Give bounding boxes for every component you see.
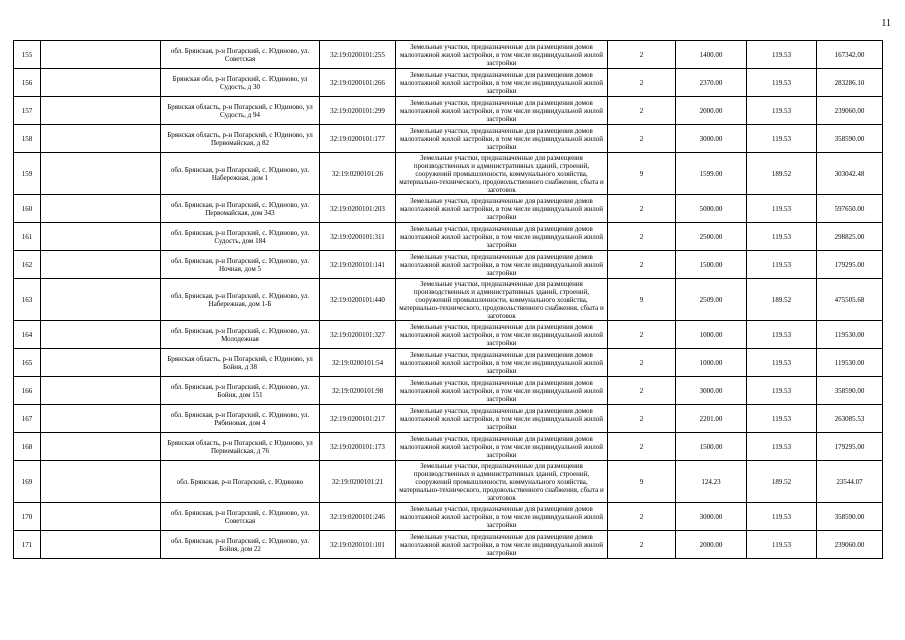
- land-plots-table: [13, 40, 883, 559]
- land-use-cell: Земельные участки, предназначенные для размещения домов малоэтажной жилой застройки, в том числе индивидуальной жилой застройки: [396, 97, 608, 125]
- specific-value-cell: 119.53: [747, 531, 817, 559]
- area-cell: 3000.00: [676, 377, 747, 405]
- use-code-cell: 2: [608, 41, 676, 69]
- empty-cell: [41, 41, 161, 69]
- use-code-cell: 2: [608, 125, 676, 153]
- address-cell: обл. Брянская, р-н Погарский, с. Юдиново, ул. Рябиновая, дом 4: [161, 405, 320, 433]
- cadastral-number-cell: 32:19:0200101:26: [320, 153, 396, 195]
- land-use-cell: Земельные участки, предназначенные для размещения домов малоэтажной жилой застройки, в том числе индивидуальной жилой застройки: [396, 223, 608, 251]
- specific-value-cell: 119.53: [747, 97, 817, 125]
- address-cell: обл. Брянская, р-н Погарский, с. Юдиново, ул. Набережная, дом 1: [161, 153, 320, 195]
- cadastral-number-cell: 32:19:0200101:299: [320, 97, 396, 125]
- cadastral-value-cell: 119530.00: [817, 321, 883, 349]
- area-cell: 3000.00: [676, 503, 747, 531]
- table-row: [14, 97, 883, 125]
- table-row: [14, 405, 883, 433]
- cadastral-number-cell: 32:19:0200101:217: [320, 405, 396, 433]
- address-cell: Брянская область, р-н Погарский, с Юдиново, ул Судость, д 94: [161, 97, 320, 125]
- specific-value-cell: 119.53: [747, 41, 817, 69]
- row-number: 162: [14, 251, 41, 279]
- land-use-cell: Земельные участки, предназначенные для размещения производственных и административных зданий, строений, сооружений промышленности, коммунального хозяйства, материально-технического, продовольственного снабжения, сбыта и заготовок: [396, 279, 608, 321]
- empty-cell: [41, 531, 161, 559]
- specific-value-cell: 119.53: [747, 349, 817, 377]
- area-cell: 1000.00: [676, 321, 747, 349]
- area-cell: 3000.00: [676, 125, 747, 153]
- cadastral-value-cell: 263085.53: [817, 405, 883, 433]
- cadastral-value-cell: 358590.00: [817, 503, 883, 531]
- use-code-cell: 2: [608, 503, 676, 531]
- cadastral-number-cell: 32:19:0200101:98: [320, 377, 396, 405]
- address-cell: обл. Брянская, р-н Погарский, с. Юдиново, ул. Ночная, дом 5: [161, 251, 320, 279]
- specific-value-cell: 189.52: [747, 279, 817, 321]
- land-use-cell: Земельные участки, предназначенные для размещения производственных и административных зданий, строений, сооружений промышленности, коммунального хозяйства, материально-технического, продовольственного снабжения, сбыта и заготовок: [396, 461, 608, 503]
- empty-cell: [41, 405, 161, 433]
- specific-value-cell: 189.52: [747, 461, 817, 503]
- row-number: 167: [14, 405, 41, 433]
- empty-cell: [41, 349, 161, 377]
- address-cell: обл. Брянская, р-н Погарский, с. Юдиново, ул. Советская: [161, 41, 320, 69]
- table-row: [14, 349, 883, 377]
- use-code-cell: 9: [608, 153, 676, 195]
- land-use-cell: Земельные участки, предназначенные для размещения домов малоэтажной жилой застройки, в том числе индивидуальной жилой застройки: [396, 377, 608, 405]
- address-cell: Брянская область, р-н Погарский, с Юдиново, ул Первомайская, д 76: [161, 433, 320, 461]
- row-number: 168: [14, 433, 41, 461]
- row-number: 169: [14, 461, 41, 503]
- use-code-cell: 2: [608, 97, 676, 125]
- table-row: [14, 153, 883, 195]
- empty-cell: [41, 503, 161, 531]
- table-row: [14, 433, 883, 461]
- row-number: 163: [14, 279, 41, 321]
- row-number: 157: [14, 97, 41, 125]
- specific-value-cell: 119.53: [747, 433, 817, 461]
- land-use-cell: Земельные участки, предназначенные для размещения домов малоэтажной жилой застройки, в том числе индивидуальной жилой застройки: [396, 41, 608, 69]
- empty-cell: [41, 251, 161, 279]
- use-code-cell: 2: [608, 321, 676, 349]
- land-use-cell: Земельные участки, предназначенные для размещения домов малоэтажной жилой застройки, в том числе индивидуальной жилой застройки: [396, 251, 608, 279]
- use-code-cell: 9: [608, 461, 676, 503]
- use-code-cell: 2: [608, 405, 676, 433]
- land-use-cell: Земельные участки, предназначенные для размещения домов малоэтажной жилой застройки, в том числе индивидуальной жилой застройки: [396, 349, 608, 377]
- empty-cell: [41, 153, 161, 195]
- address-cell: обл. Брянская, р-н Погарский, с. Юдиново: [161, 461, 320, 503]
- table-row: [14, 321, 883, 349]
- area-cell: 2201.00: [676, 405, 747, 433]
- row-number: 164: [14, 321, 41, 349]
- page-number: 11: [881, 18, 891, 29]
- row-number: 155: [14, 41, 41, 69]
- row-number: 160: [14, 195, 41, 223]
- cadastral-value-cell: 179295.00: [817, 433, 883, 461]
- empty-cell: [41, 321, 161, 349]
- empty-cell: [41, 461, 161, 503]
- empty-cell: [41, 223, 161, 251]
- use-code-cell: 2: [608, 223, 676, 251]
- address-cell: Брянская область, р-н Погарский, с Юдиново, ул Первомайская, д 82: [161, 125, 320, 153]
- use-code-cell: 2: [608, 69, 676, 97]
- table-row: [14, 461, 883, 503]
- address-cell: обл. Брянская, р-н Погарский, с. Юдиново, ул. Молодежная: [161, 321, 320, 349]
- use-code-cell: 2: [608, 377, 676, 405]
- specific-value-cell: 119.53: [747, 69, 817, 97]
- area-cell: 2000.00: [676, 531, 747, 559]
- table-row: [14, 377, 883, 405]
- cadastral-number-cell: 32:19:0200101:246: [320, 503, 396, 531]
- area-cell: 1500.00: [676, 251, 747, 279]
- row-number: 170: [14, 503, 41, 531]
- area-cell: 2000.00: [676, 97, 747, 125]
- specific-value-cell: 119.53: [747, 405, 817, 433]
- cadastral-number-cell: 32:19:0200101:327: [320, 321, 396, 349]
- use-code-cell: 2: [608, 349, 676, 377]
- cadastral-value-cell: 239060.00: [817, 531, 883, 559]
- empty-cell: [41, 69, 161, 97]
- cadastral-value-cell: 298825.00: [817, 223, 883, 251]
- address-cell: обл. Брянская, р-н Погарский, с. Юдиново, ул. Судость, дом 184: [161, 223, 320, 251]
- cadastral-value-cell: 283286.10: [817, 69, 883, 97]
- row-number: 159: [14, 153, 41, 195]
- use-code-cell: 9: [608, 279, 676, 321]
- table-row: [14, 195, 883, 223]
- land-use-cell: Земельные участки, предназначенные для размещения домов малоэтажной жилой застройки, в том числе индивидуальной жилой застройки: [396, 125, 608, 153]
- specific-value-cell: 119.53: [747, 503, 817, 531]
- cadastral-number-cell: 32:19:0200101:311: [320, 223, 396, 251]
- empty-cell: [41, 97, 161, 125]
- area-cell: 1500.00: [676, 433, 747, 461]
- row-number: 171: [14, 531, 41, 559]
- area-cell: 1400.00: [676, 41, 747, 69]
- specific-value-cell: 119.53: [747, 321, 817, 349]
- cadastral-value-cell: 303042.48: [817, 153, 883, 195]
- cadastral-value-cell: 119530.00: [817, 349, 883, 377]
- cadastral-value-cell: 179295.00: [817, 251, 883, 279]
- table-body: [14, 41, 883, 559]
- table-row: [14, 531, 883, 559]
- area-cell: 2500.00: [676, 223, 747, 251]
- empty-cell: [41, 279, 161, 321]
- cadastral-value-cell: 597650.00: [817, 195, 883, 223]
- address-cell: обл. Брянская, р-н Погарский, с. Юдиново, ул. Первомайская, дом 343: [161, 195, 320, 223]
- land-use-cell: Земельные участки, предназначенные для размещения домов малоэтажной жилой застройки, в том числе индивидуальной жилой застройки: [396, 503, 608, 531]
- specific-value-cell: 119.53: [747, 125, 817, 153]
- address-cell: Брянская обл, р-н Погарский, с. Юдиново, ул Судость, д 30: [161, 69, 320, 97]
- cadastral-number-cell: 32:19:0200101:177: [320, 125, 396, 153]
- cadastral-number-cell: 32:19:0200101:54: [320, 349, 396, 377]
- row-number: 158: [14, 125, 41, 153]
- land-use-cell: Земельные участки, предназначенные для размещения домов малоэтажной жилой застройки, в том числе индивидуальной жилой застройки: [396, 405, 608, 433]
- specific-value-cell: 119.53: [747, 195, 817, 223]
- table-row: [14, 279, 883, 321]
- address-cell: обл. Брянская, р-н Погарский, с. Юдиново, ул. Бойня, дом 22: [161, 531, 320, 559]
- row-number: 166: [14, 377, 41, 405]
- table-row: [14, 125, 883, 153]
- use-code-cell: 2: [608, 433, 676, 461]
- land-use-cell: Земельные участки, предназначенные для размещения производственных и административных зданий, строений, сооружений промышленности, коммунального хозяйства, материально-технического, продовольственного снабжения, сбыта и заготовок: [396, 153, 608, 195]
- specific-value-cell: 119.53: [747, 251, 817, 279]
- land-use-cell: Земельные участки, предназначенные для размещения домов малоэтажной жилой застройки, в том числе индивидуальной жилой застройки: [396, 321, 608, 349]
- area-cell: 5000.00: [676, 195, 747, 223]
- land-use-cell: Земельные участки, предназначенные для размещения домов малоэтажной жилой застройки, в том числе индивидуальной жилой застройки: [396, 433, 608, 461]
- empty-cell: [41, 377, 161, 405]
- cadastral-number-cell: 32:19:0200101:173: [320, 433, 396, 461]
- empty-cell: [41, 195, 161, 223]
- use-code-cell: 2: [608, 251, 676, 279]
- address-cell: Брянская область, р-н Погарский, с Юдиново, ул Бойня, д 38: [161, 349, 320, 377]
- land-use-cell: Земельные участки, предназначенные для размещения домов малоэтажной жилой застройки, в том числе индивидуальной жилой застройки: [396, 531, 608, 559]
- cadastral-number-cell: 32:19:0200101:255: [320, 41, 396, 69]
- address-cell: обл. Брянская, р-н Погарский, с. Юдиново, ул. Советская: [161, 503, 320, 531]
- cadastral-value-cell: 475505.68: [817, 279, 883, 321]
- cadastral-value-cell: 239060.00: [817, 97, 883, 125]
- specific-value-cell: 119.53: [747, 377, 817, 405]
- cadastral-value-cell: 167342.00: [817, 41, 883, 69]
- land-use-cell: Земельные участки, предназначенные для размещения домов малоэтажной жилой застройки, в том числе индивидуальной жилой застройки: [396, 195, 608, 223]
- table-row: [14, 503, 883, 531]
- row-number: 161: [14, 223, 41, 251]
- cadastral-number-cell: 32:19:0200101:440: [320, 279, 396, 321]
- cadastral-value-cell: 23544.07: [817, 461, 883, 503]
- area-cell: 1000.00: [676, 349, 747, 377]
- land-use-cell: Земельные участки, предназначенные для размещения домов малоэтажной жилой застройки, в том числе индивидуальной жилой застройки: [396, 69, 608, 97]
- address-cell: обл. Брянская, р-н Погарский, с. Юдиново, ул. Бойня, дом 151: [161, 377, 320, 405]
- use-code-cell: 2: [608, 195, 676, 223]
- empty-cell: [41, 433, 161, 461]
- area-cell: 2370.00: [676, 69, 747, 97]
- cadastral-number-cell: 32:19:0200101:203: [320, 195, 396, 223]
- table-row: [14, 251, 883, 279]
- empty-cell: [41, 125, 161, 153]
- cadastral-number-cell: 32:19:0200101:141: [320, 251, 396, 279]
- cadastral-value-cell: 358590.00: [817, 125, 883, 153]
- address-cell: обл. Брянская, р-н Погарский, с. Юдиново, ул. Набережная, дом 1-Б: [161, 279, 320, 321]
- cadastral-value-cell: 358590.00: [817, 377, 883, 405]
- specific-value-cell: 119.53: [747, 223, 817, 251]
- table-row: [14, 69, 883, 97]
- table-row: [14, 41, 883, 69]
- table-row: [14, 223, 883, 251]
- cadastral-number-cell: 32:19:0200101:101: [320, 531, 396, 559]
- use-code-cell: 2: [608, 531, 676, 559]
- area-cell: 1599.00: [676, 153, 747, 195]
- row-number: 156: [14, 69, 41, 97]
- row-number: 165: [14, 349, 41, 377]
- area-cell: 2509.00: [676, 279, 747, 321]
- cadastral-number-cell: 32:19:0200101:266: [320, 69, 396, 97]
- specific-value-cell: 189.52: [747, 153, 817, 195]
- area-cell: 124.23: [676, 461, 747, 503]
- cadastral-number-cell: 32:19:0200101:21: [320, 461, 396, 503]
